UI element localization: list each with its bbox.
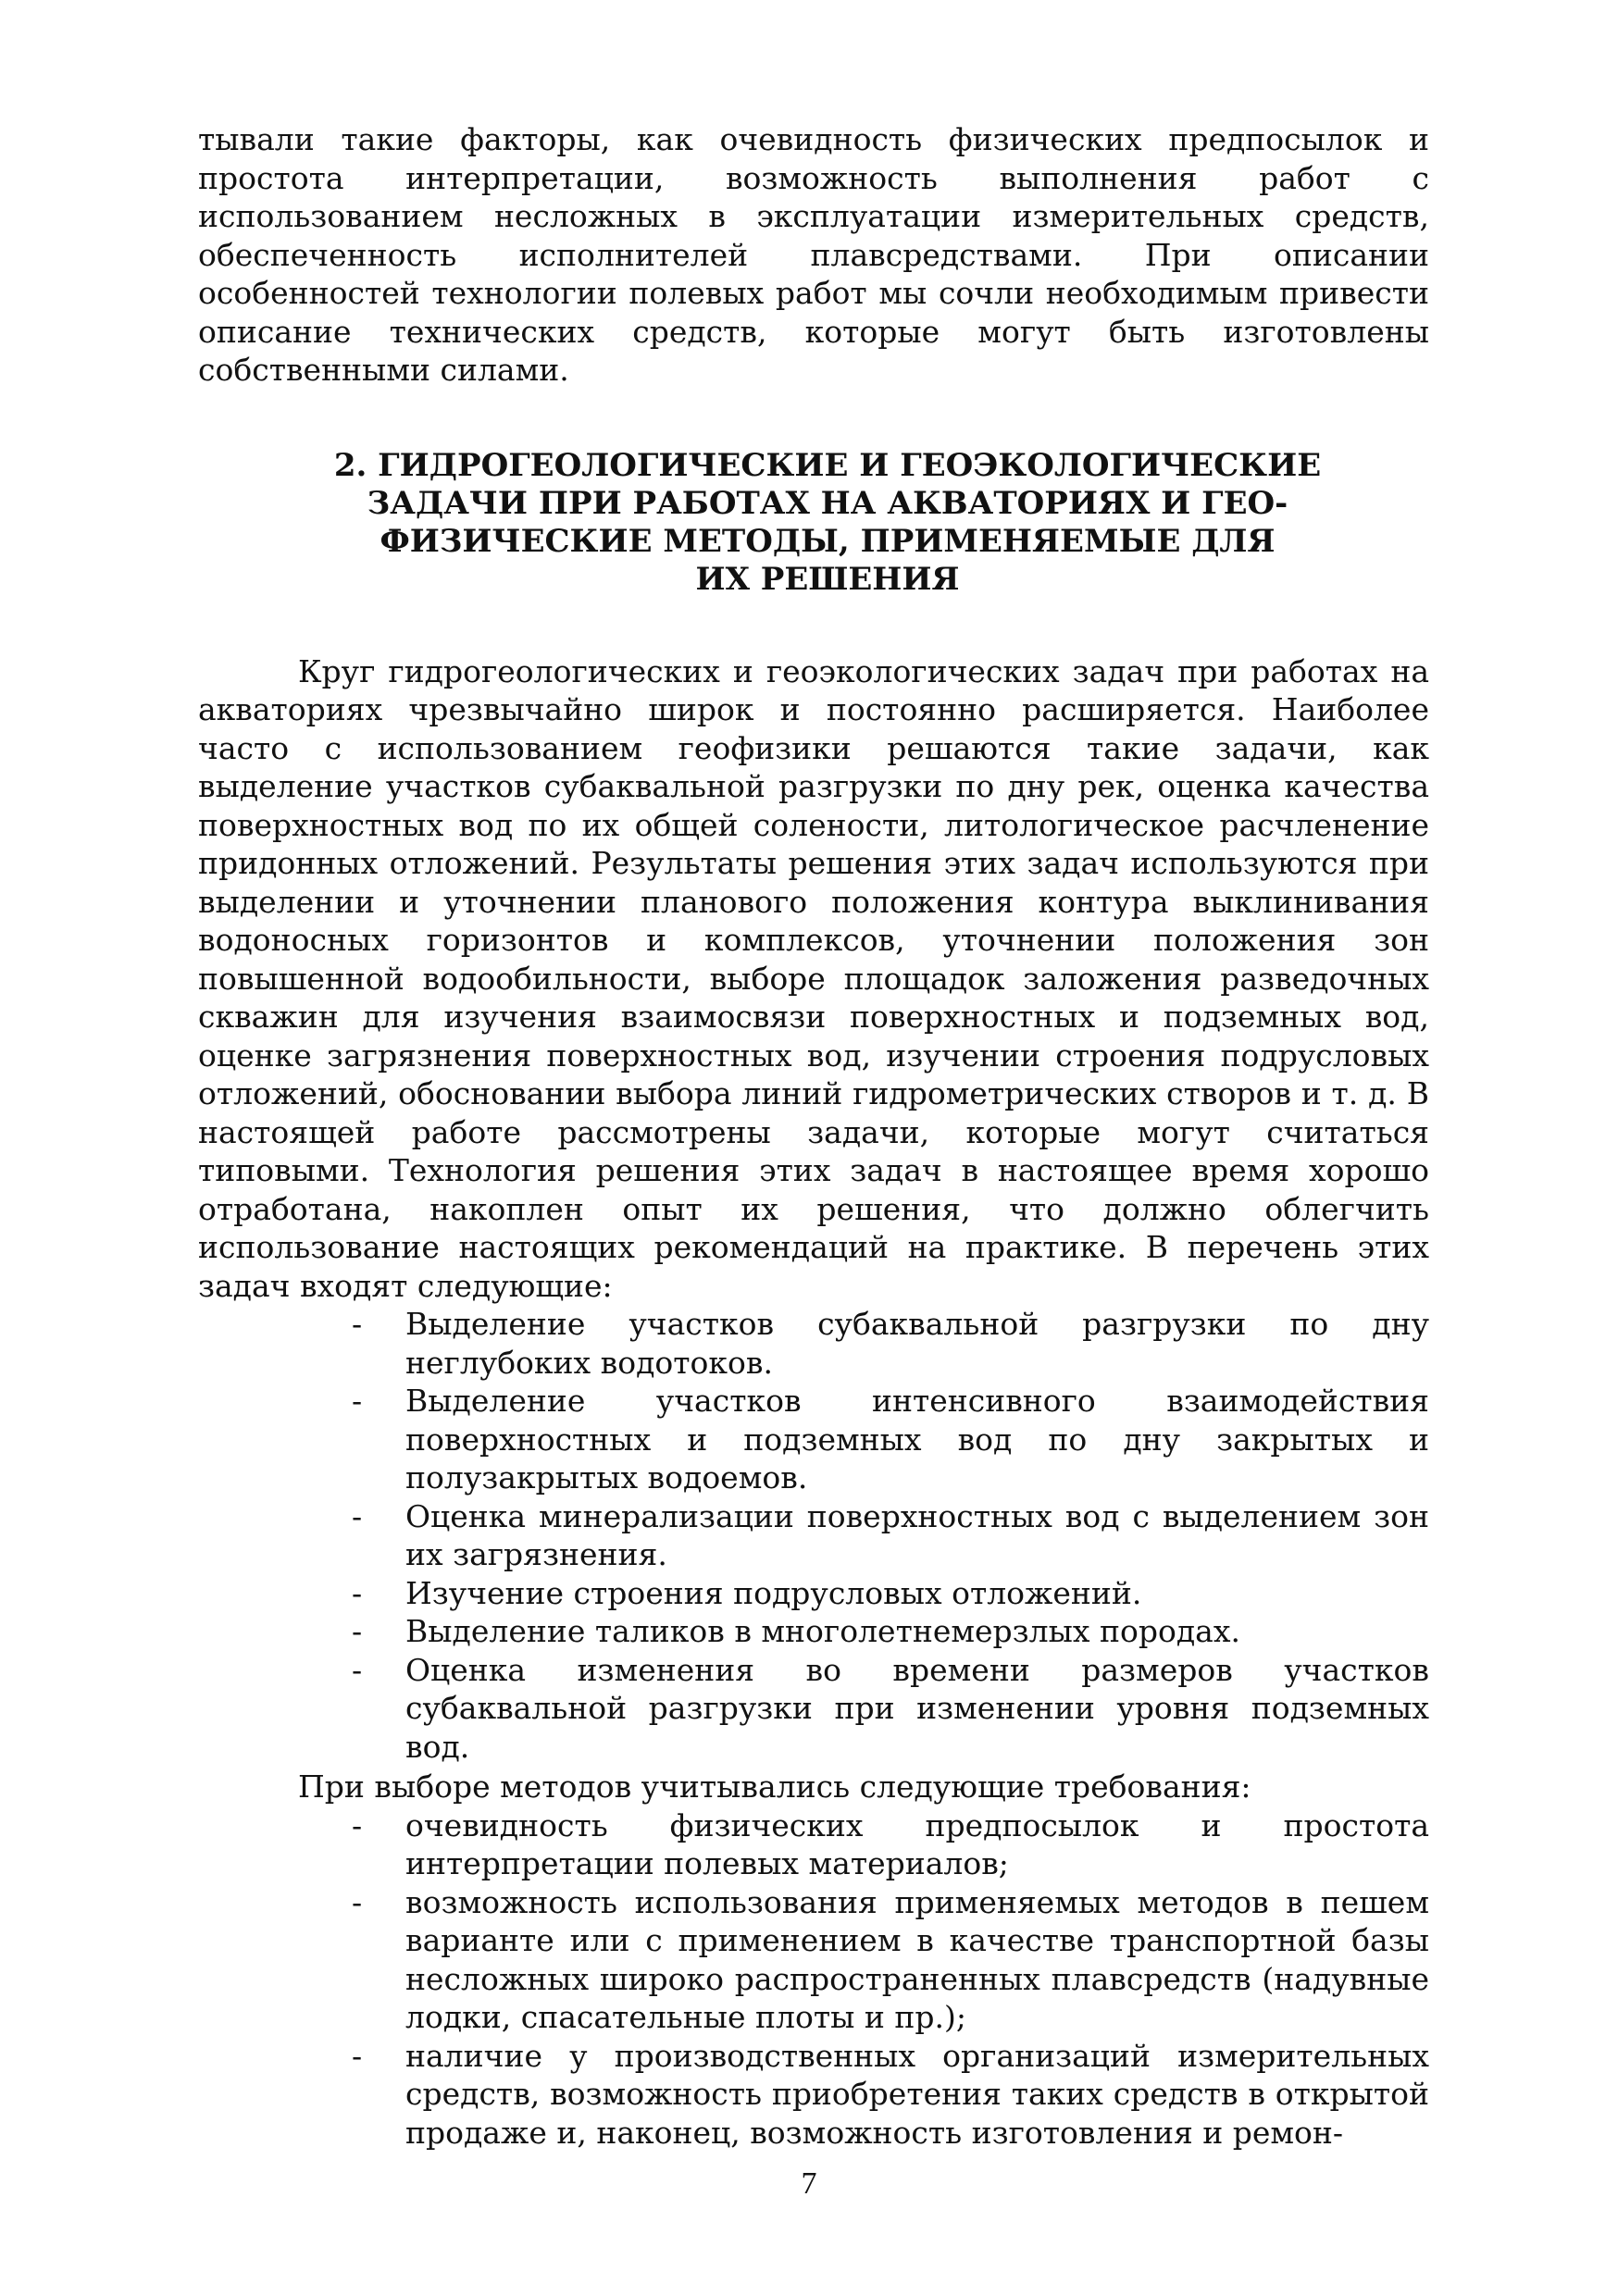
task-text: Изучение строения подрусловых отложений. [405,1574,1142,1611]
requirements-list [198,1806,1429,2153]
text-column [198,120,1429,2152]
section-heading-line: ИХ РЕШЕНИЯ [695,560,960,598]
list-dash: - [352,1651,363,1688]
task-text: Оценка изменения во времени размеров участков субаквальной разгрузки при изменении уровня подземных вод. [405,1651,1429,1765]
list-dash: - [352,1383,363,1419]
list-item [198,1305,1429,1382]
requirements-intro: При выборе методов учитывались следующие требования: [298,1769,1251,1805]
task-list [198,1305,1429,1766]
list-dash: - [352,1613,363,1649]
page-number: 7 [801,2166,817,2201]
list-dash: - [352,1306,363,1342]
list-item [198,1574,1429,1613]
task-text: Выделение таликов в многолетнемерзлых породах. [405,1613,1240,1649]
list-item [198,1651,1429,1767]
list-item [198,1382,1429,1497]
task-text: Выделение участков интенсивного взаимодействия поверхностных и подземных вод по дну закрытых и полузакрытых водоемов. [405,1383,1429,1496]
task-text: Оценка минерализации поверхностных вод с выделением зон их загрязнения. [405,1497,1429,1572]
section-heading-line: ЗАДАЧИ ПРИ РАБОТАХ НА АКВАТОРИЯХ И ГЕО- [367,484,1288,522]
list-dash: - [352,1883,363,1920]
list-item [198,1883,1429,2037]
list-dash: - [352,2037,363,2074]
continuation-paragraph: тывали такие факторы, как очевидность физических предпосылок и простота интерпретации, возможность выполнения работ с использованием несложных в эксплуатации измерительных средств, обеспеченность исполнителей плавсредствами. При описании особенностей технологии полевых работ мы сочли необходимым привести описание технических средств, которые могут быть изготовлены собственными силами. [198,121,1429,388]
list-dash: - [352,1497,363,1534]
requirement-text: очевидность физических предпосылок и простота интерпретации полевых материалов; [405,1806,1429,1881]
list-item [198,2037,1429,2153]
list-item [198,1806,1429,1883]
list-item [198,1612,1429,1651]
section-heading-line: ФИЗИЧЕСКИЕ МЕТОДЫ, ПРИМЕНЯЕМЫЕ ДЛЯ [380,522,1276,560]
requirement-text: наличие у производственных организаций измерительных средств, возможность приобретения таких средств в открытой продаже и, наконец, возможность изготовления и ремон- [405,2037,1429,2151]
list-item [198,1497,1429,1574]
section-body-paragraph: Круг гидрогеологических и геоэкологических задач при работах на акваториях чрезвычайно широк и постоянно расширяется. Наиболее часто с использованием геофизики решаются такие задачи, как выделение участков субаквальной разгрузки по дну рек, оценка качества поверхностных вод по их общей солености, литологическое расчленение придонных отложений. Результаты решения этих задач используются при выделении и уточнении планового положения контура выклинивания водоносных горизонтов и комплексов, уточнении положения зон повышенной водообильности, выборе площадок заложения разведочных скважин для изучения взаимосвязи поверхностных и подземных вод, оценке загрязнения поверхностных вод, изучении строения подрусловых отложений, обосновании выбора линий гидрометрических створов и т. д. В настоящей работе рассмотрены задачи, которые могут считаться типовыми. Технология решения этих задач в настоящее время хорошо отработана, накоплен опыт их решения, что должно облегчить использование настоящих рекомендаций на практике. В перечень этих задач входят следующие: [198,652,1429,1304]
requirement-text: возможность использования применяемых методов в пешем варианте или с применением в качестве транспортной базы несложных широко распространенных плавсредств (надувные лодки, спасательные плоты и пр.); [405,1883,1429,2035]
list-dash: - [352,1806,363,1843]
list-dash: - [352,1574,363,1611]
section-heading-line: 2. ГИДРОГЕОЛОГИЧЕСКИЕ И ГЕОЭКОЛОГИЧЕСКИЕ [333,446,1322,484]
task-text: Выделение участков субаквальной разгрузки по дну неглубоких водотоков. [405,1306,1429,1381]
section-heading [263,447,1392,599]
